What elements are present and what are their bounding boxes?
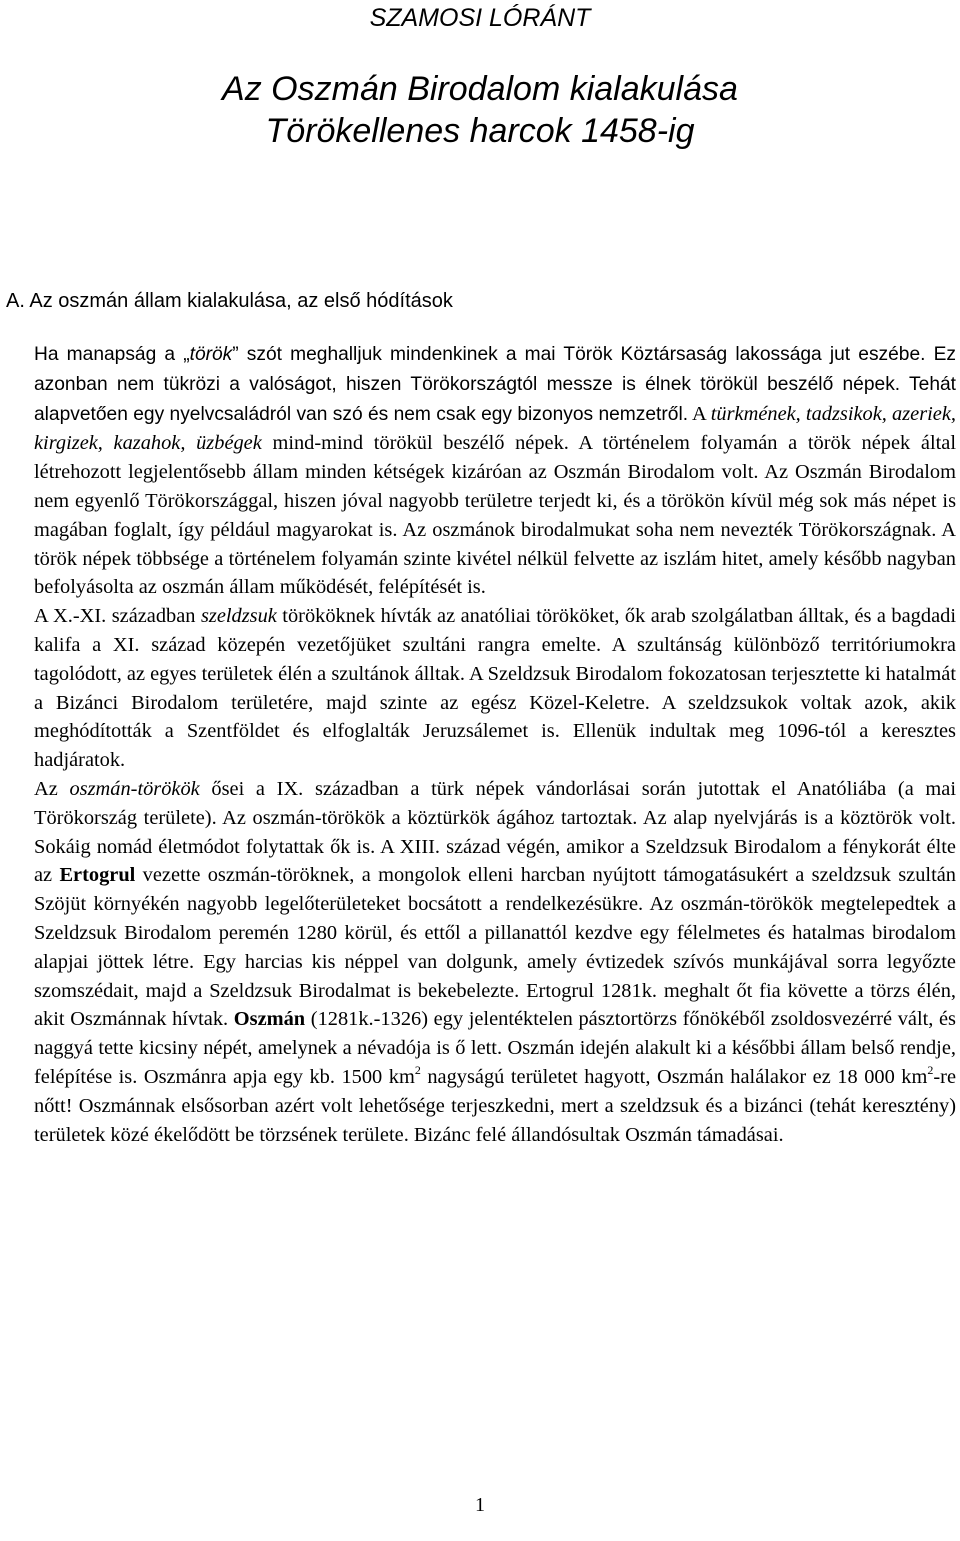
- p1-text-e: mind-mind törökül beszélő népek. A történelem folyamán a török népek által létrehozott legjelentősebb állam minden kétségek kizáróan az Oszmán Birodalom volt. Az Oszmán Birodalom nem egyenlő Törökországgal, hiszen jóval nagyobb területre terjedt ki, és a törökön kívül még sok más népet is magában foglalt, így például magyarokat is. Az oszmánok birodalmukat soha nem nevezték Törökországnak. A török népek többsége a történelem folyamán szinte kivétel nélkül felvette az iszlám hitet, amely később nagyban befolyásolta az oszmán állam működését, felépítését is.: [34, 432, 956, 599]
- p3-text-h: nagyságú területet hagyott, Oszmán halálakor ez 18 000 km: [420, 1065, 928, 1088]
- p3-text-c: ősei a IX. században a türk népek vándorlásai során jutottak el Anatóliába (a mai Törökország területe). Az oszmán-törökök a köztürkök ágához tartoztak. Az alap nyelvjárás is a köztörök volt. Sokáig nomád életmódot folytattak ők is. A XIII. század végén, amikor a Szeldzsuk Birodalom a fénykorát élte az: [34, 777, 957, 887]
- title-line-1: Az Oszmán Birodalom kialakulása: [222, 70, 738, 108]
- p3-superscript-2: 2: [927, 1062, 934, 1077]
- p3-superscript-1: 2: [414, 1062, 421, 1077]
- paragraph-2: [6, 602, 956, 775]
- p2-text-c: törököknek hívták az anatóliai törököket, ők arab szolgálatban álltak, és a bagdadi kalifa a XI. század közepén vezetőjüket szultáni rangra emelte. A szultánság különböző territóriumokra tagolódott, az egyes területek élén a szultánok álltak. A Szeldzsuk Birodalom fokozatosan terjesztette ki hatalmát a Bizánci Birodalom területére, majd szinte az egész Közel-Keletre. A szeldzsukok voltak azok, akik meghódították a Szentföldet és elfoglalták Jeruzsálemet is. Ellenük indultak meg 1096-tól a keresztes hadjáratok.: [34, 605, 956, 772]
- p3-text-g: (1281k.-1326) egy jelentéktelen pásztortörzs főnökéből zsoldosvezérré vált, és naggyá tette kicsiny népét, amelynek a névadója is ő lett. Oszmán idején alakult ki a későbbi állam belső rendje, felépítése is. Oszmánra apja egy kb. 1500 km: [34, 1008, 956, 1088]
- p1-italic-peoples: türkmének, tadzsikok, azeriek, kirgizek, kazahok, üzbégek: [34, 402, 956, 455]
- p3-text-e: vezette oszmán-töröknek, a mongolok elleni harcban nyújtott támogatásukért a szeldzsuk szultán Szöjüt környékén nagyobb legelőterületeket bocsátott a rendelkezésükre. Az oszmán-törökök megtelepedtek a Szeldzsuk Birodalom peremén 1280 körül, és ettől a pillanattól kezdve egy félelmetes és hatalmas birodalom alapjai jöttek létre. Egy harcias kis néppel van dolgunk, amely évtizedek szívós munkájával sorra legyőzte szomszédait, majd a Szeldzsuk Birodalmat is bekebelezte. Ertogrul 1281k. meghalt őt fia követte a törzs élén, akit Oszmánnak hívtak.: [34, 864, 956, 1031]
- p1-text-a: Ha manapság a „: [34, 344, 190, 365]
- p3-text-a: Az: [34, 777, 70, 800]
- p3-bold-ertogrul: Ertogrul: [59, 864, 136, 887]
- body-text: [6, 340, 956, 1149]
- page-number: 1: [475, 1494, 485, 1516]
- p1-text-c: ” szót meghalljuk mindenkinek a mai Török Köztársaság lakossága jut eszébe. Ez azonban nem tükrözi a valóságot, hiszen Törökországtól messze is élnek törökül beszélő népek. Tehát alapvetően egy nyelvcsaládról van szó és nem csak egy bizonyos nemzetről.: [34, 344, 956, 425]
- document-title: [0, 68, 960, 152]
- title-line-2: Törökellenes harcok 1458-ig: [265, 112, 695, 150]
- p1-italic-torok: török: [189, 344, 233, 365]
- p3-text-i: -re nőtt! Oszmánnak elsősorban azért volt lehetősége terjeszkedni, mert a szeldzsuk és a bizánci (tehát keresztény) területek közé ékelődött be törzsének területe. Bizánc felé állandósultak Oszmán támadásai.: [34, 1065, 956, 1146]
- paragraph-1: [6, 340, 956, 602]
- p3-bold-oszman: Oszmán: [233, 1008, 306, 1031]
- author-name: SZAMOSI LÓRÁNT: [369, 4, 591, 32]
- p3-italic-oszman-torokok: oszmán-törökök: [69, 777, 200, 800]
- p1-text-d: A: [688, 402, 711, 425]
- p2-text-a: A X.-XI. században: [34, 605, 201, 628]
- p2-italic-szeldzsuk: szeldzsuk: [200, 605, 277, 628]
- paragraph-3: [6, 775, 956, 1149]
- section-heading: A. Az oszmán állam kialakulása, az első hódítások: [6, 290, 453, 312]
